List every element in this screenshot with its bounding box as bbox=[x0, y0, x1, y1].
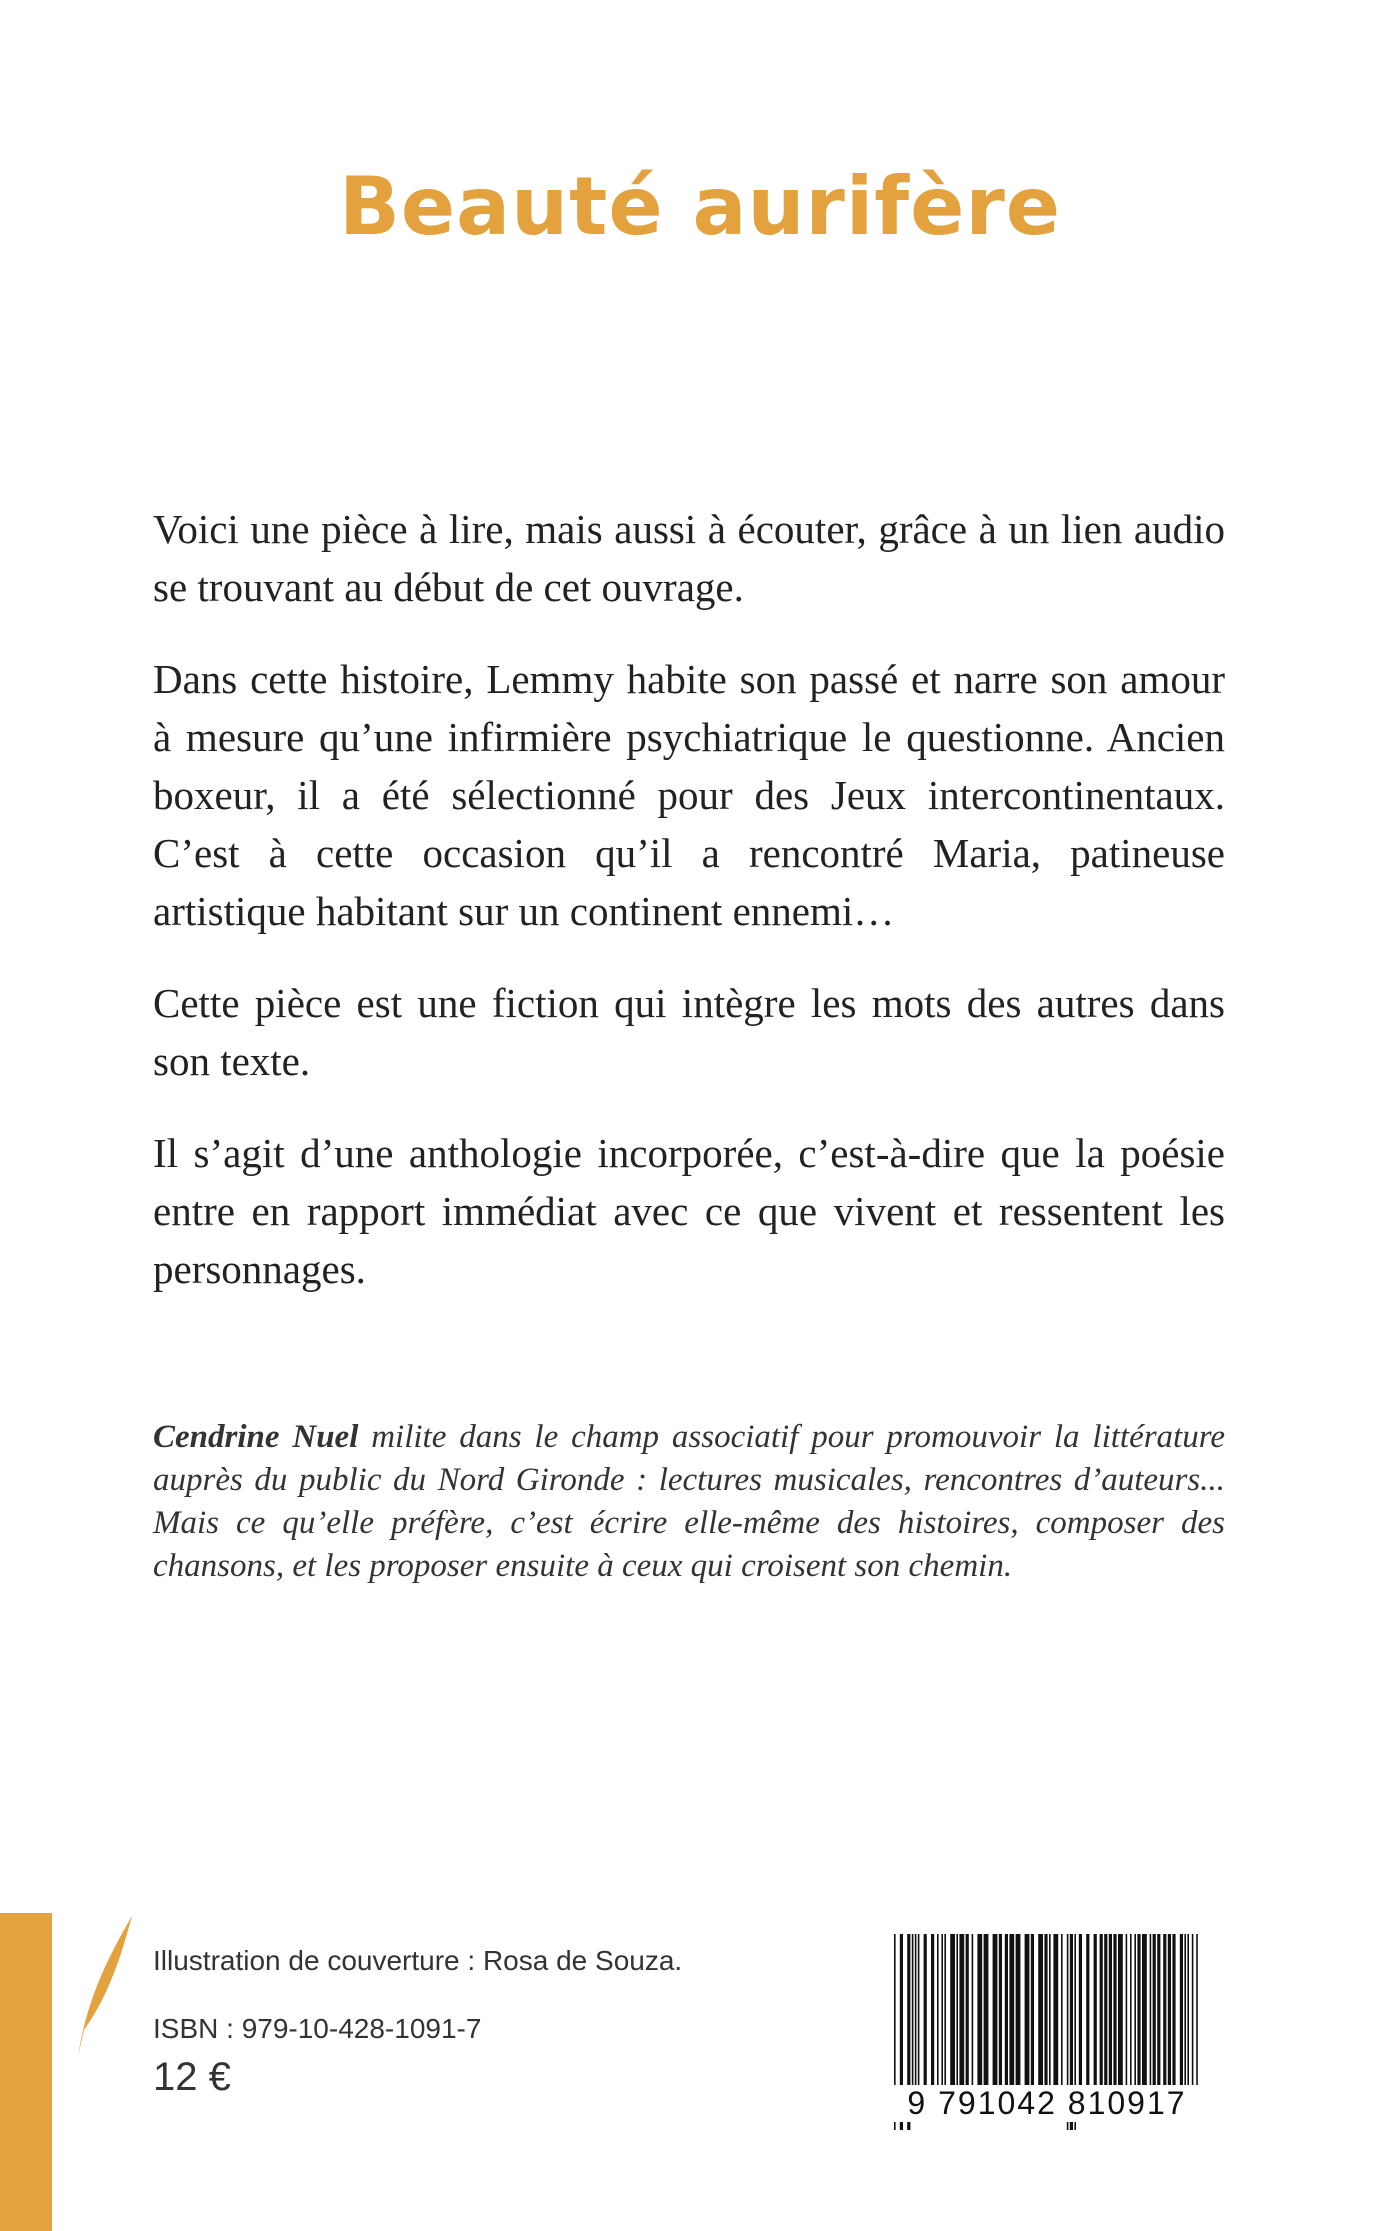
blurb bbox=[153, 500, 1225, 1332]
barcode-bar bbox=[1192, 1934, 1194, 2102]
barcode-bar bbox=[1118, 1934, 1123, 2102]
book-title: Beauté aurifère bbox=[338, 160, 1062, 253]
barcode-bar bbox=[993, 1934, 998, 2102]
barcode-bar bbox=[1184, 1934, 1186, 2102]
barcode-bar bbox=[1137, 1934, 1140, 2102]
barcode-bar bbox=[1172, 1934, 1175, 2102]
barcode-bar bbox=[1163, 1934, 1166, 2102]
blurb-paragraph: Il s’agit d’une anthologie incorporée, c’est-à-dire que la poésie entre en rapport immédiat avec ce que vivent et ressentent les personnages. bbox=[153, 1130, 1225, 1292]
barcode-bar bbox=[1079, 1934, 1082, 2102]
barcode-bar bbox=[1196, 1934, 1198, 2102]
author-name: Cendrine Nuel bbox=[153, 1419, 359, 1455]
barcode-bar bbox=[937, 1934, 939, 2102]
barcode-bar bbox=[944, 1934, 946, 2102]
barcode-bar bbox=[1109, 1934, 1112, 2102]
barcode-bar bbox=[1031, 1934, 1034, 2102]
barcode-bar bbox=[1142, 1934, 1147, 2102]
barcode-bar bbox=[984, 1934, 989, 2102]
barcode-bar bbox=[959, 1934, 964, 2102]
barcode-bar bbox=[1009, 1934, 1014, 2102]
barcode-bar bbox=[924, 1934, 927, 2102]
barcode-bar bbox=[912, 1934, 914, 2102]
barcode-bar bbox=[1134, 1934, 1136, 2102]
barcode-bar bbox=[1038, 1934, 1043, 2102]
barcode-bar bbox=[966, 1934, 969, 2102]
price: 12 € bbox=[153, 2055, 231, 2099]
barcode-bar bbox=[931, 1934, 934, 2102]
author-bio bbox=[153, 1416, 1225, 1588]
barcode-bar bbox=[918, 1934, 920, 2102]
barcode-bar bbox=[999, 1934, 1002, 2102]
feather-icon bbox=[70, 1910, 140, 2060]
barcode-bar bbox=[950, 1934, 955, 2102]
blurb-paragraph: Cette pièce est une fiction qui intègre les mots des autres dans son texte. bbox=[153, 980, 1225, 1084]
barcode-bar bbox=[1044, 1934, 1047, 2102]
barcode-bar bbox=[1130, 1934, 1132, 2102]
barcode-bar bbox=[977, 1934, 982, 2102]
barcode-bar bbox=[1104, 1934, 1107, 2102]
barcode-bar bbox=[915, 1934, 917, 2102]
barcode-bar bbox=[1061, 1934, 1063, 2102]
barcode-bar bbox=[1053, 1934, 1058, 2102]
barcode-bar bbox=[1086, 1934, 1089, 2102]
illustration-credit: Illustration de couverture : Rosa de Souza. bbox=[153, 1945, 683, 1976]
barcode-bar bbox=[1157, 1934, 1160, 2102]
barcode-bar bbox=[956, 1934, 958, 2102]
barcode-bar bbox=[1126, 1934, 1128, 2102]
barcode-digits: 9 791042 810917 bbox=[888, 2085, 1206, 2122]
barcode-bar bbox=[1005, 1934, 1008, 2102]
barcode-bar bbox=[1094, 1934, 1097, 2102]
barcode-bar bbox=[1113, 1934, 1116, 2102]
barcode-bar bbox=[1187, 1934, 1189, 2102]
barcode-bar bbox=[1025, 1934, 1030, 2102]
barcode-bar bbox=[1049, 1934, 1051, 2102]
barcode-bar bbox=[1153, 1934, 1156, 2102]
blurb-paragraph: Dans cette histoire, Lemmy habite son passé et narre son amour à mesure qu’une infirmière psychiatrique le questionne. Ancien boxeur, il a été sélectionné pour des Jeux intercontinentaux. C’est à cette occasion qu’il a rencontré Maria, patineuse artistique habitant sur un continent ennemi… bbox=[153, 656, 1225, 934]
barcode-bar bbox=[972, 1934, 974, 2102]
isbn: ISBN : 979-10-428-1091-7 bbox=[153, 2013, 482, 2044]
barcode-bar bbox=[941, 1934, 943, 2102]
barcode-bar bbox=[1180, 1934, 1183, 2102]
barcode-bar bbox=[1168, 1934, 1171, 2102]
blurb-paragraph: Voici une pièce à lire, mais aussi à écouter, grâce à un lien audio se trouvant au début de cet ouvrage. bbox=[153, 506, 1225, 610]
barcode-bar bbox=[1150, 1934, 1152, 2102]
author-bio-text: milite dans le champ associatif pour promouvoir la littérature auprès du public du Nord Gironde : lectures musicales, rencontres d’auteurs... Mais ce qu’elle préfère, c’est écrire elle-même des histoires, composer des chansons, et les proposer ensuite à ceux qui croisent son chemin. bbox=[153, 1419, 1225, 1584]
accent-stripe bbox=[0, 1913, 52, 2231]
barcode-bar bbox=[1016, 1934, 1021, 2102]
barcode-bar bbox=[1100, 1934, 1103, 2102]
